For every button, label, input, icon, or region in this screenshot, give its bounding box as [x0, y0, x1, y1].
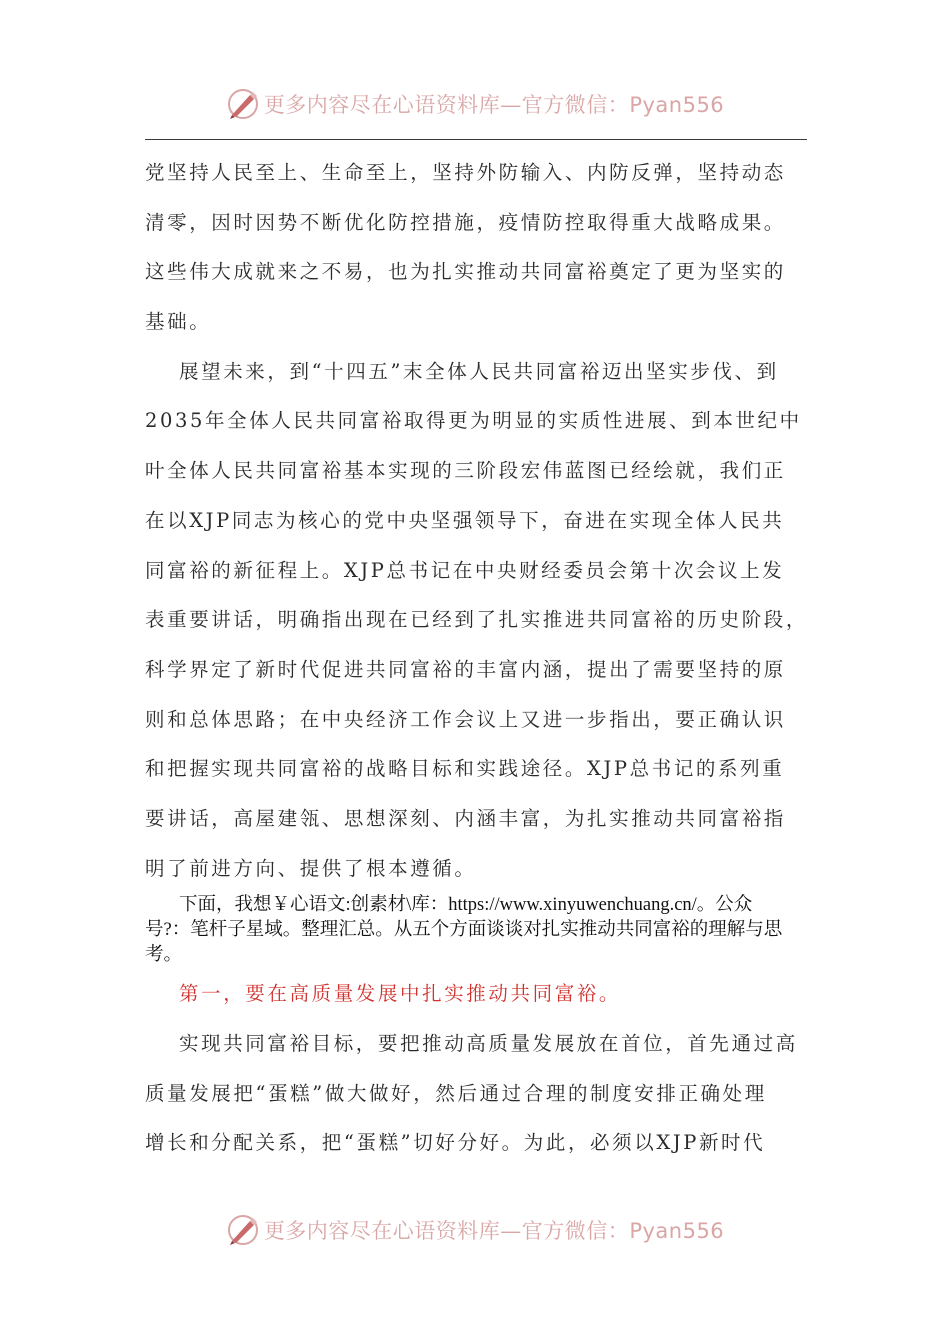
text-line: 表重要讲话，明确指出现在已经到了扎实推进共同富裕的历史阶段， — [145, 608, 809, 632]
text-line: 要讲话，高屋建瓴、思想深刻、内涵丰富，为扎实推动共同富裕指 — [145, 806, 786, 830]
text-line: 基础。 — [145, 310, 212, 334]
footer-watermark — [0, 1208, 950, 1252]
pen-logo-icon — [226, 1213, 260, 1247]
text-line: 清零，因时因势不断优化防控措施，疫情防控取得重大战略成果。 — [145, 210, 786, 234]
watermark-text: 更多内容尽在心语资料库—官方微信：Pyan556 — [263, 93, 725, 117]
pen-logo-icon — [226, 87, 260, 121]
text-line: 科学界定了新时代促进共同富裕的丰富内涵，提出了需要坚持的原 — [145, 657, 786, 681]
text-line: 叶全体人民共同富裕基本实现的三阶段宏伟蓝图已经绘就，我们正 — [145, 459, 786, 483]
watermark-text: 更多内容尽在心语资料库—官方微信：Pyan556 — [263, 1219, 725, 1243]
body-text-top — [145, 148, 807, 893]
text-line: 则和总体思路；在中央经济工作会议上又进一步指出，要正确认识 — [145, 707, 786, 731]
text-line: 和把握实现共同富裕的战略目标和实践途径。XJP总书记的系列重 — [145, 757, 785, 781]
text-line: 党坚持人民至上、生命至上，坚持外防输入、内防反弹，坚持动态 — [145, 161, 786, 184]
text-line: 2035年全体人民共同富裕取得更为明显的实质性进展、到本世纪中 — [145, 409, 802, 433]
text-line: 明了前进方向、提供了根本遵循。 — [145, 856, 477, 880]
body-text-bottom — [145, 1019, 807, 1168]
text-line: 实现共同富裕目标，要把推动高质量发展放在首位，首先通过高 — [179, 1032, 798, 1055]
text-line: 在以XJP同志为核心的党中央坚强领导下，奋进在实现全体人民共 — [145, 508, 785, 532]
header-watermark — [0, 82, 950, 126]
text-line: 展望未来，到“十四五”末全体人民共同富裕迈出坚实步伐、到 — [179, 359, 779, 383]
text-line: 这些伟大成就来之不易，也为扎实推动共同富裕奠定了更为坚实的 — [145, 260, 786, 284]
text-line: 质量发展把“蛋糕”做大做好，然后通过合理的制度安排正确处理 — [145, 1081, 767, 1105]
section-heading: 第一，要在高质量发展中扎实推动共同富裕。 — [179, 982, 622, 1005]
inserted-note — [145, 893, 813, 968]
note-line: 考。 — [145, 945, 183, 965]
text-line: 增长和分配关系，把“蛋糕”切好分好。为此，必须以XJP新时代 — [145, 1131, 766, 1155]
text-line: 同富裕的新征程上。XJP总书记在中央财经委员会第十次会议上发 — [145, 558, 785, 582]
note-line: 下面，我想￥心语文:创素材\库：https://www.xinyuwenchuang.cn/。公众 — [179, 895, 753, 915]
note-line: 号?：笔杆子星域。整理汇总。从五个方面谈谈对扎实推动共同富裕的理解与思 — [145, 920, 783, 940]
header-divider — [145, 139, 807, 140]
